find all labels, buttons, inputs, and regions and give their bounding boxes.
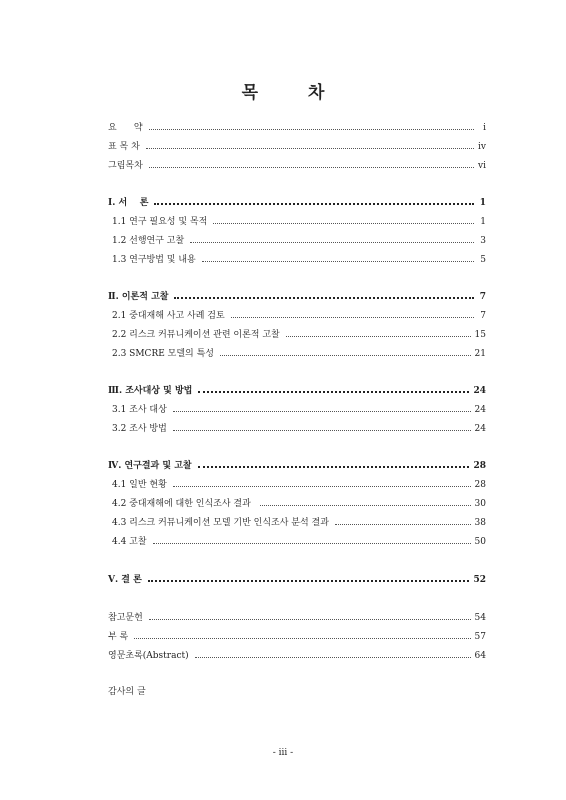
toc-section-label: 4.3 리스크 커뮤니케이션 모델 기반 인식조사 분석 결과 (112, 518, 329, 528)
toc-section-label: 4.1 일반 현황 (112, 480, 167, 490)
toc-section-label: 3.2 조사 방법 (112, 424, 167, 434)
toc-section-3-2[interactable] (112, 422, 486, 436)
dot-leader (153, 543, 471, 544)
toc-entry-label: 그림목차 (108, 161, 143, 171)
toc-chapter-page: 7 (479, 292, 486, 302)
dot-leader (286, 336, 471, 337)
toc-section-page: 7 (480, 311, 486, 321)
dot-leader (134, 638, 470, 639)
toc-section-page: 1 (480, 217, 486, 227)
toc-entry-page: 57 (474, 632, 486, 642)
dot-leader (154, 203, 474, 205)
toc-entry-abstract[interactable] (108, 649, 486, 663)
toc-section-1-2[interactable] (112, 234, 486, 248)
page-number: - iii - (272, 748, 294, 758)
toc-entry-label: 요 약 (108, 123, 143, 133)
toc-section-label: 2.1 중대재해 사고 사례 검토 (112, 311, 225, 321)
toc-section-page: 30 (474, 499, 486, 509)
toc-section-page: 15 (474, 330, 486, 340)
toc-section-label: 1.1 연구 필요성 및 목적 (112, 217, 208, 227)
toc-entry-references[interactable] (108, 611, 486, 625)
dot-leader (220, 355, 471, 356)
toc-section-2-2[interactable] (112, 328, 486, 342)
toc-entry-page: i (483, 123, 486, 133)
toc-chapter-3[interactable] (108, 384, 486, 398)
toc-section-1-1[interactable] (112, 215, 486, 229)
toc-section-2-1[interactable] (112, 309, 486, 323)
toc-entry-summary[interactable] (108, 121, 486, 135)
dot-leader (198, 466, 470, 468)
dot-leader (335, 524, 471, 525)
dot-leader (148, 580, 470, 582)
toc-chapter-page: 28 (473, 461, 486, 471)
toc-section-page: 38 (474, 518, 486, 528)
toc-section-page: 24 (474, 424, 486, 434)
toc-section-label: 4.2 중대재해에 대한 인식조사 결과 (112, 499, 254, 509)
toc-section-1-3[interactable] (112, 253, 486, 267)
toc-section-3-1[interactable] (112, 403, 486, 417)
toc-entry-appendix[interactable] (108, 630, 486, 644)
dot-leader (174, 297, 474, 299)
toc-section-label: 4.4 고찰 (112, 537, 147, 547)
dot-leader (198, 391, 469, 393)
toc-entry-page: iv (478, 142, 486, 152)
dot-leader (195, 657, 471, 658)
toc-entry-label: 참고문헌 (108, 613, 143, 623)
toc-entry-label: 영문초록(Abstract) (108, 651, 189, 661)
dot-leader (173, 430, 471, 431)
toc-section-label: 1.2 선행연구 고찰 (112, 236, 185, 246)
toc-chapter-label: Ⅴ. 결 론 (108, 575, 142, 585)
toc-chapter-label: Ⅱ. 이론적 고찰 (108, 292, 169, 302)
toc-chapter-label: Ⅰ. 서 론 (108, 198, 149, 208)
toc-chapter-2[interactable] (108, 290, 486, 304)
toc-section-label: 3.1 조사 대상 (112, 405, 167, 415)
toc-section-4-1[interactable] (112, 478, 486, 492)
toc-entry-figure-list[interactable] (108, 159, 486, 173)
dot-leader (173, 486, 471, 487)
toc-section-page: 5 (480, 255, 486, 265)
dot-leader (149, 167, 474, 168)
toc-section-page: 21 (474, 349, 486, 359)
dot-leader (149, 619, 471, 620)
toc-section-2-3[interactable] (112, 347, 486, 361)
toc-section-label: 2.3 SMCRE 모델의 특성 (112, 349, 214, 359)
toc-entry-page: 64 (474, 651, 486, 661)
toc-chapter-4[interactable] (108, 459, 486, 473)
toc-entry-acknowledgment[interactable]: 감사의 글 (108, 687, 146, 697)
toc-chapter-5[interactable] (108, 573, 486, 587)
toc-chapter-page: 52 (473, 575, 486, 585)
toc-chapter-label: Ⅳ. 연구결과 및 고찰 (108, 461, 192, 471)
toc-section-page: 3 (480, 236, 486, 246)
dot-leader (149, 129, 474, 130)
page-title: 목 차 (241, 83, 347, 103)
toc-entry-page: 54 (474, 613, 486, 623)
dot-leader (260, 505, 471, 506)
dot-leader (231, 317, 474, 318)
toc-entry-page: vi (478, 161, 486, 171)
toc-section-4-2[interactable] (112, 497, 486, 511)
dot-leader (146, 148, 474, 149)
toc-chapter-1[interactable] (108, 196, 486, 210)
dot-leader (213, 223, 474, 224)
toc-chapter-page: 1 (479, 198, 486, 208)
toc-section-page: 24 (474, 405, 486, 415)
toc-section-4-4[interactable] (112, 535, 486, 549)
toc-entry-label: 표 목 차 (108, 142, 140, 152)
toc-section-page: 50 (474, 537, 486, 547)
toc-section-4-3[interactable] (112, 516, 486, 530)
toc-section-label: 2.2 리스크 커뮤니케이션 관련 이론적 고찰 (112, 330, 280, 340)
toc-entry-label: 부 록 (108, 632, 129, 642)
toc-chapter-page: 24 (473, 386, 486, 396)
toc-section-page: 28 (474, 480, 486, 490)
toc-chapter-label: Ⅲ. 조사대상 및 방법 (108, 386, 193, 396)
dot-leader (173, 411, 471, 412)
dot-leader (202, 261, 474, 262)
toc-entry-table-list[interactable] (108, 140, 486, 154)
dot-leader (190, 242, 474, 243)
toc-section-label: 1.3 연구방법 및 내용 (112, 255, 196, 265)
